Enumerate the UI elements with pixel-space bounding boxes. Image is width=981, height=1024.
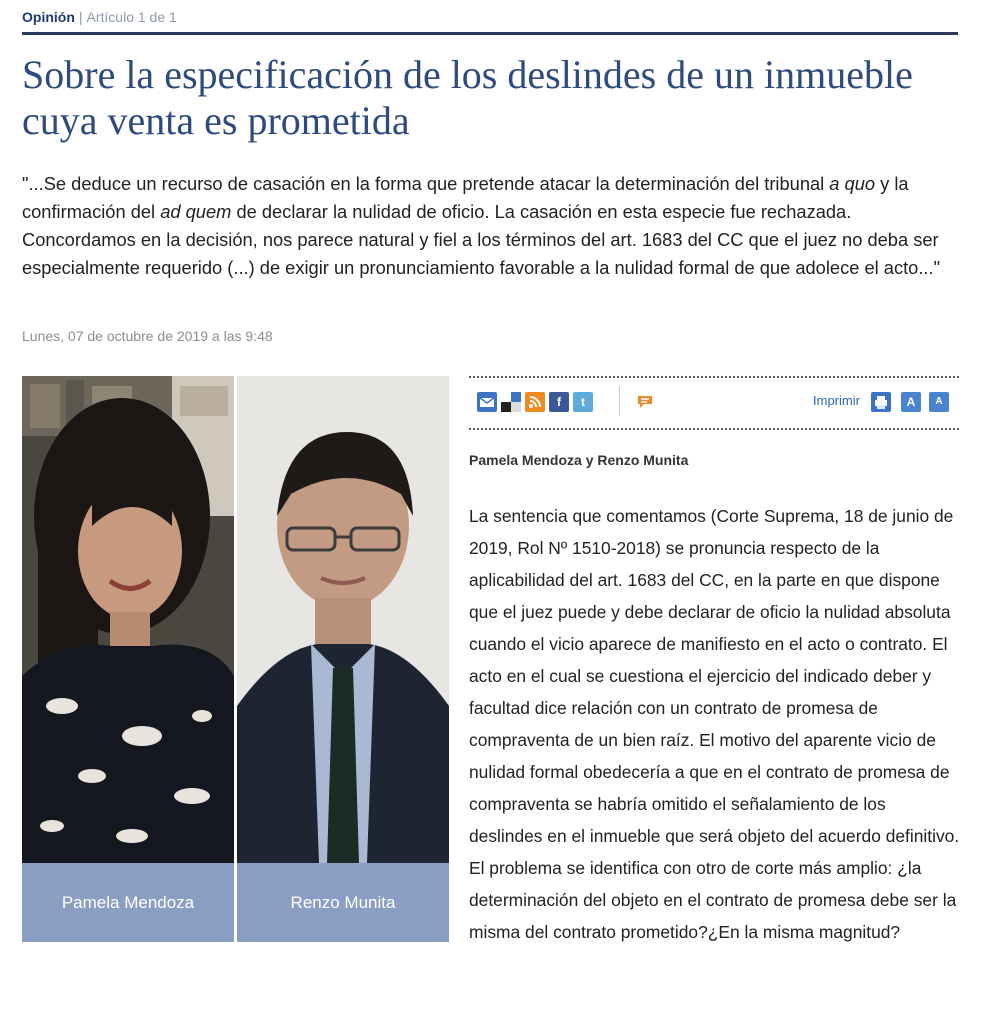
lead-text-3: de declarar la nulidad de oficio. La casación en esta especie fue rechazada. Concordamos en la decisión, nos parece natural y fiel a los términos del art. 1683 del CC que el juez no deba ser especialmente requerido (...) de exigir un pronunciamiento favorable a la nulidad formal de que adolece el acto..." — [22, 201, 941, 278]
email-icon[interactable] — [477, 392, 497, 412]
article-title: Sobre la especificación de los deslindes de un inmueble cuya venta es prometida — [22, 52, 913, 143]
print-link[interactable]: Imprimir — [813, 393, 860, 408]
article-lead — [22, 170, 962, 282]
print-icon[interactable] — [871, 392, 891, 412]
publish-date: Lunes, 07 de octubre de 2019 a las 9:48 — [22, 328, 273, 344]
breadcrumb — [22, 6, 958, 35]
article-counter: Artículo 1 de 1 — [86, 9, 177, 25]
article-body: La sentencia que comentamos (Corte Suprema, 18 de junio de 2019, Rol Nº 1510-2018) se pronuncia respecto de la aplicabilidad del art. 1683 del CC, en la parte en que dispone que el juez puede y debe declarar de oficio la nulidad absoluta cuando el vicio aparece de manifiesto en el acto o contrato. El acto en el cual se cuestiona el ejercicio del indicado deber y facultad dice relación con un contrato de promesa de compraventa de un bien raíz. El motivo del aparente vicio de nulidad formal obedecería a que en el contrato de promesa de compraventa se habría omitido el señalamiento de los deslindes en el inmueble que será objeto del acuerdo definitivo. El problema se identifica con otro de corte más amplio: ¿la determinación del objeto en el contrato de promesa debe ser la misma del contrato prometido?¿En la misma magnitud? — [469, 506, 960, 942]
section-label[interactable]: Opinión — [22, 9, 75, 25]
delicious-icon[interactable] — [501, 392, 521, 412]
portrait-renzo — [237, 376, 449, 863]
share-toolbar — [469, 376, 959, 430]
twitter-icon[interactable]: t — [573, 392, 593, 412]
rss-icon[interactable] — [525, 392, 545, 412]
breadcrumb-separator: | — [78, 9, 83, 25]
comment-icon[interactable] — [635, 392, 655, 412]
photo-caption-pamela: Pamela Mendoza — [22, 863, 234, 942]
lead-emphasis-1: a quo — [829, 173, 876, 194]
lead-text-2: y la confirmación del — [22, 173, 909, 222]
author-photo-renzo — [237, 376, 449, 942]
author-photo-pamela — [22, 376, 234, 942]
lead-emphasis-2: ad quem — [160, 201, 232, 222]
lead-text-1: "...Se deduce un recurso de casación en la forma que pretende atacar la determinación del tribunal — [22, 173, 830, 194]
photo-caption-renzo: Renzo Munita — [237, 863, 449, 942]
author-photos — [22, 376, 449, 942]
portrait-pamela — [22, 376, 234, 863]
font-decrease-icon[interactable]: A — [929, 392, 949, 412]
toolbar-divider — [619, 386, 620, 416]
facebook-icon[interactable]: f — [549, 392, 569, 412]
font-increase-icon[interactable]: A — [901, 392, 921, 412]
article-authors: Pamela Mendoza y Renzo Munita — [469, 452, 689, 468]
